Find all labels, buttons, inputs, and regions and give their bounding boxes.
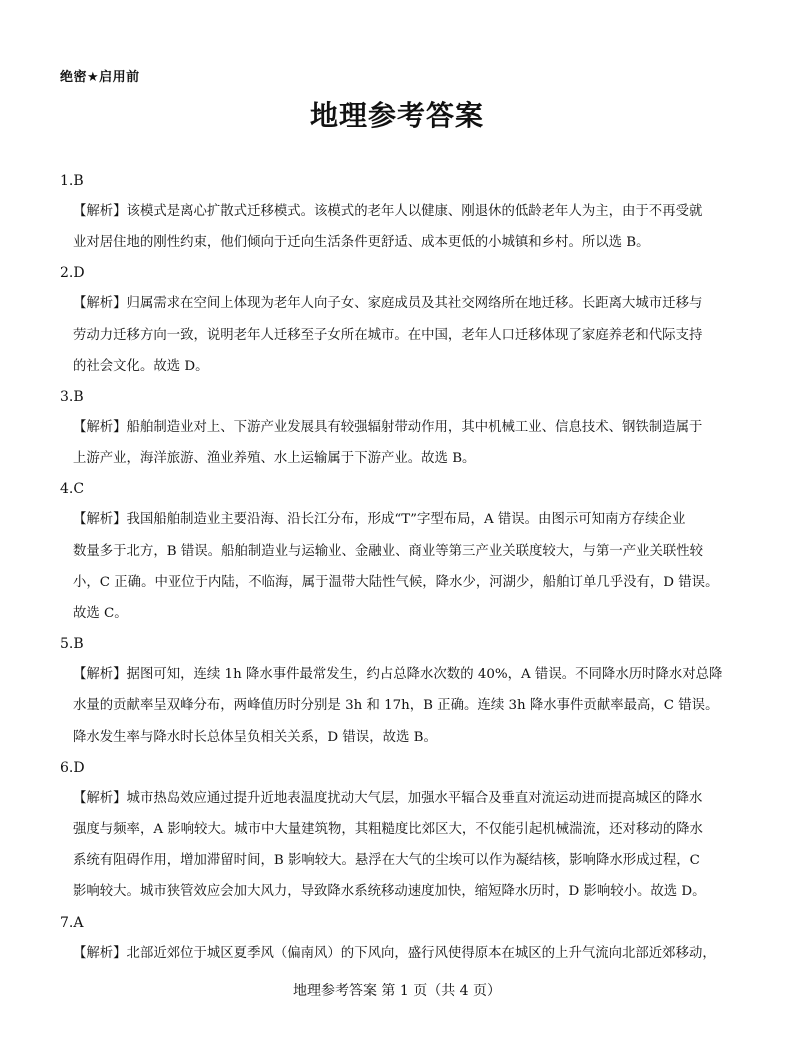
page-title: 地理参考答案 bbox=[309, 99, 484, 132]
explanation-line: 【解析】船舶制造业对上、下游产业发展具有较强辐射带动作用，其中机械工业、信息技术、钢铁制造属于 bbox=[73, 420, 703, 436]
explanation-line: 影响较大。城市狭管效应会加大风力，导致降水系统移动速度加快，缩短降水历时，D 影响较小。故选 D。 bbox=[73, 884, 706, 900]
explanation-line: 【解析】该模式是离心扩散式迁移模式。该模式的老年人以健康、刚退休的低龄老年人为主，由于不再受就 bbox=[73, 204, 703, 219]
answer-item-1 bbox=[60, 166, 734, 258]
explanation-line: 数量多于北方，B 错误。船舶制造业与运输业、金融业、商业等第三产业关联度较大，与第一产业关联性较 bbox=[73, 543, 704, 559]
explanation-line: 的社会文化。故选 D。 bbox=[73, 358, 209, 374]
explanation-line: 【解析】北部近郊位于城区夏季风（偏南风）的下风向，盛行风使得原本在城区的上升气流向北部近郊移动， bbox=[73, 945, 716, 961]
answer-item-6 bbox=[60, 753, 734, 908]
answer-item-3 bbox=[60, 382, 734, 474]
answer-item-5 bbox=[60, 629, 734, 753]
question-number: 6.D bbox=[60, 759, 85, 776]
answer-item-2 bbox=[60, 258, 734, 382]
answer-list bbox=[60, 166, 734, 969]
question-number: 4.C bbox=[60, 481, 85, 498]
explanation-line: 水量的贡献率呈双峰分布，两峰值历时分别是 3h 和 17h，B 正确。连续 3h 降水事件贡献率最高，C 错误。 bbox=[73, 698, 719, 714]
explanation-line: 【解析】我国船舶制造业主要沿海、沿长江分布，形成“T”字型布局，A 错误。由图示可知南方存续企业 bbox=[73, 512, 686, 528]
explanation-line: 劳动力迁移方向一致，说明老年人迁移至子女所在城市。在中国，老年人口迁移体现了家庭养老和代际支持 bbox=[73, 327, 703, 343]
answer-item-7 bbox=[60, 908, 734, 969]
explanation-line: 降水发生率与降水时长总体呈负相关关系，D 错误，故选 B。 bbox=[73, 729, 437, 745]
answer-item-4 bbox=[60, 474, 734, 629]
explanation-line: 强度与频率，A 影响较大。城市中大量建筑物，其粗糙度比郊区大，不仅能引起机械湍流，还对移动的降水 bbox=[73, 822, 703, 838]
explanation-line: 小，C 正确。中亚位于内陆，不临海，属于温带大陆性气候，降水少，河湖少，船舶订单几乎没有，D 错误。 bbox=[73, 574, 719, 590]
explanation-line: 上游产业，海洋旅游、渔业养殖、水上运输属于下游产业。故选 B。 bbox=[73, 451, 476, 467]
explanation-line: 故选 C。 bbox=[73, 606, 128, 622]
explanation-line: 系统有阻碍作用，增加滞留时间，B 影响较大。悬浮在大气的尘埃可以作为凝结核，影响降水形成过程，C bbox=[73, 853, 700, 869]
explanation-line: 业对居住地的刚性约束，他们倾向于迁向生活条件更舒适、成本更低的小城镇和乡村。所以选 B。 bbox=[73, 235, 650, 251]
question-number: 7.A bbox=[60, 914, 84, 931]
explanation-line: 【解析】城市热岛效应通过提升近地表温度扰动大气层，加强水平辐合及垂直对流运动进而提高城区的降水 bbox=[73, 790, 703, 806]
explanation-line: 【解析】归属需求在空间上体现为老年人向子女、家庭成员及其社交网络所在地迁移。长距离大城市迁移与 bbox=[73, 296, 703, 312]
question-number: 5.B bbox=[60, 636, 84, 653]
explanation-line: 【解析】据图可知，连续 1h 降水事件最常发生，约占总降水次数的 40%，A 错误。不同降水历时降水对总降 bbox=[73, 667, 723, 683]
question-number: 1.B bbox=[60, 173, 84, 189]
page-footer: 地理参考答案 第 1 页（共 4 页） bbox=[292, 983, 502, 999]
question-number: 3.B bbox=[60, 389, 84, 406]
confidential-label: 绝密★启用前 bbox=[60, 70, 140, 85]
question-number: 2.D bbox=[60, 265, 85, 282]
